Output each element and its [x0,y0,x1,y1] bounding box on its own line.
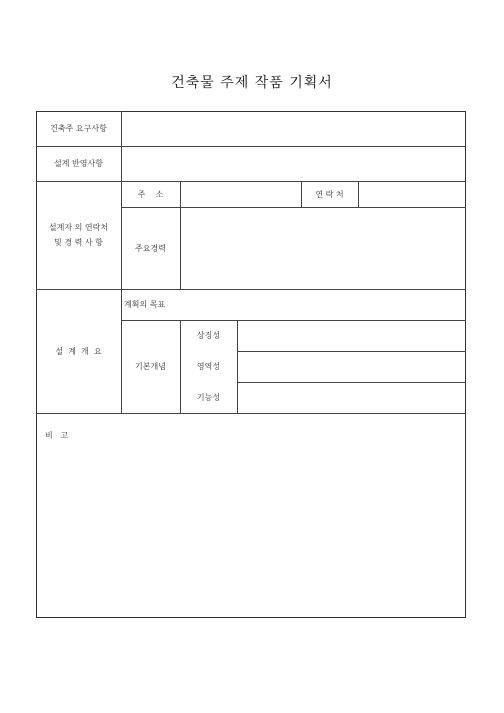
label-territoriality: 영역성 [196,362,221,371]
row-divider [36,413,466,414]
label-design-reflection: 설계 반영사항 [54,159,103,168]
label-basic-concept: 기본개념 [135,362,166,371]
label-remarks: 비 고 [45,431,69,440]
row-divider [237,382,466,383]
row-divider [121,207,466,208]
label-design-overview: 설 계 개 요 [55,347,102,356]
row-divider [36,146,466,147]
label-symbolism: 상징성 [196,331,221,340]
row-divider [121,320,466,321]
column-divider [180,181,181,289]
row-divider [237,351,466,352]
label-client-requirements: 건축주 요구사항 [50,124,107,133]
label-contact: 연 락 처 [315,190,344,199]
label-address: 주 소 [137,190,164,199]
label-designer-contact-line1: 설계자 의 연락처 [48,223,109,232]
row-divider [36,181,466,182]
label-functionality: 기능성 [196,393,221,402]
label-career: 주요경력 [135,244,166,253]
column-divider [358,181,359,207]
row-divider [36,289,466,290]
document-title: 건축물 주제 작품 기획서 [171,75,333,91]
form-table [36,111,466,618]
label-designer-contact-line2: 및 경 력 사 항 [54,238,103,247]
column-divider [237,320,238,413]
label-plan-goal: 계획의 목표 [124,300,166,309]
